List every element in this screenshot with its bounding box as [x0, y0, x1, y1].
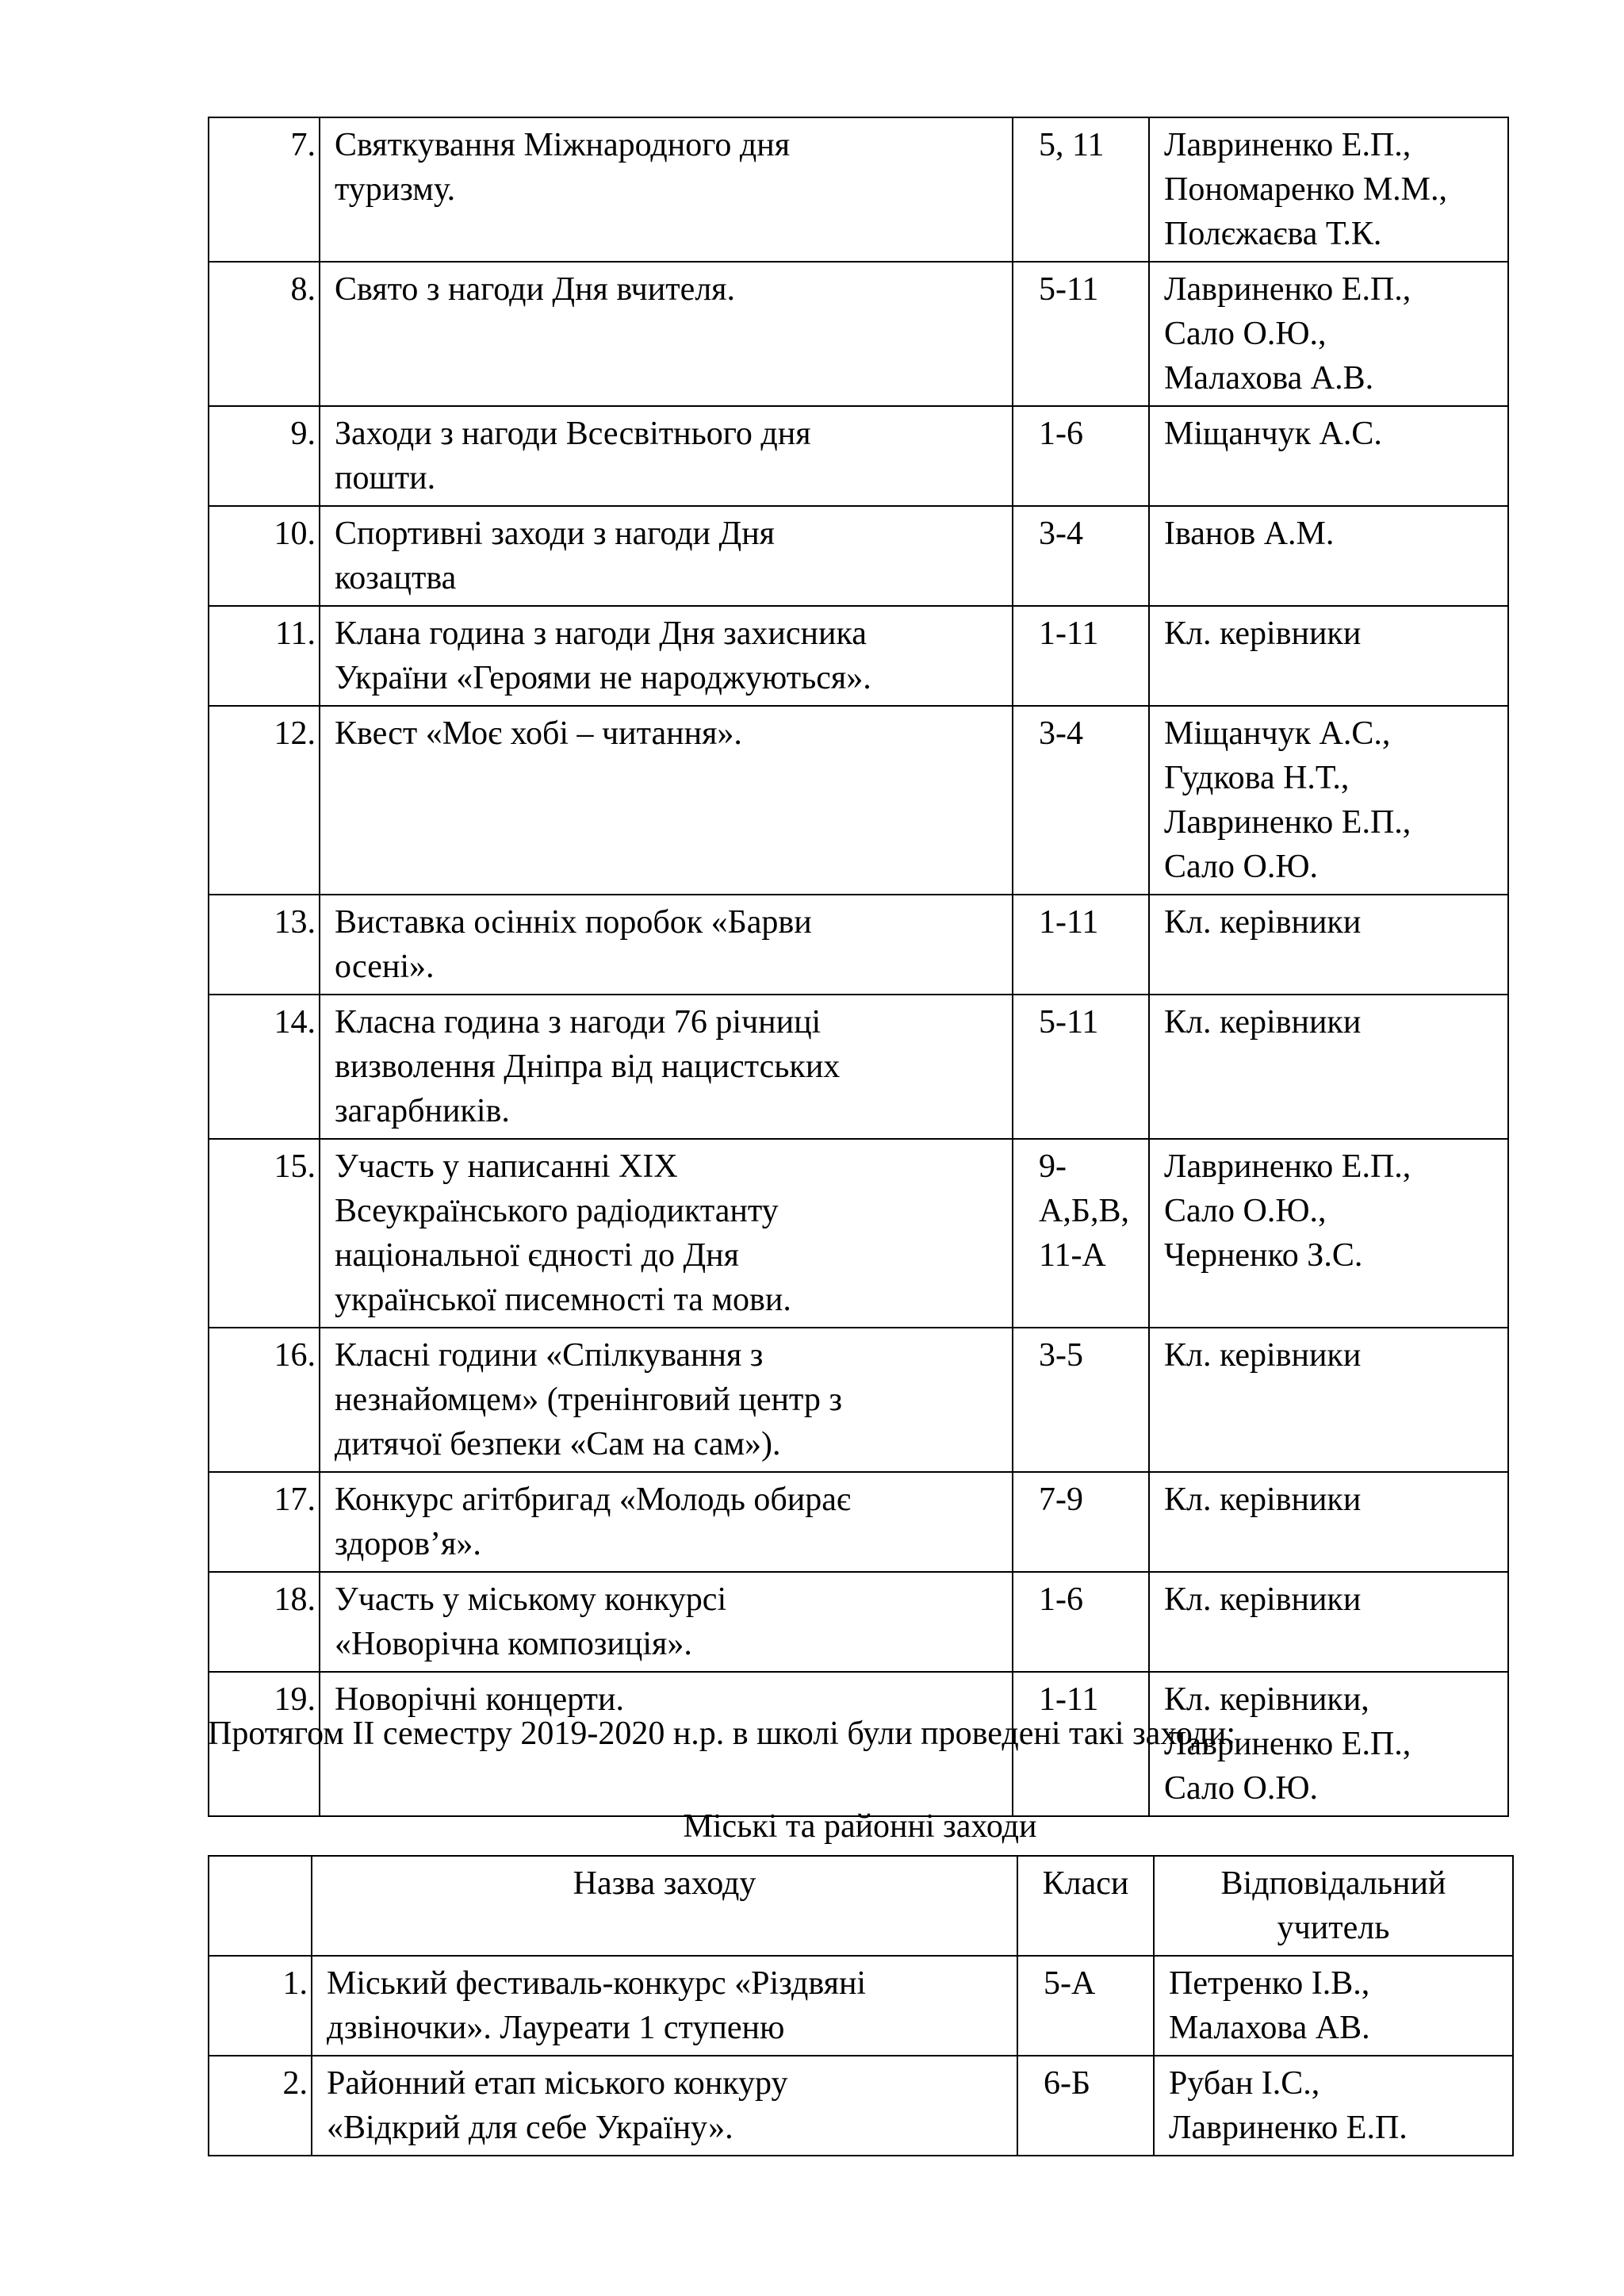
event-name-cell-line: козацтва — [335, 560, 457, 596]
table-row — [209, 117, 1508, 262]
classes-cell — [1013, 506, 1149, 606]
responsible-cell-line: Сало О.Ю., — [1164, 316, 1327, 352]
row-number: 16. — [209, 1328, 320, 1472]
event-name-cell — [320, 262, 1013, 406]
responsible-cell-line: Міщанчук А.С., — [1164, 715, 1391, 752]
classes-cell-line: 1-11 — [1039, 904, 1099, 941]
responsible-cell-line: Малахова А.В. — [1164, 360, 1374, 397]
responsible-cell-line: Кл. керівники — [1164, 904, 1362, 941]
table-row — [209, 2056, 1513, 2156]
responsible-cell-line: Лавриненко Е.П., — [1164, 271, 1411, 308]
event-name-cell-line: української писемності та мови. — [335, 1282, 791, 1318]
responsible-cell — [1149, 706, 1508, 895]
responsible-cell — [1149, 1328, 1508, 1472]
classes-cell — [1013, 262, 1149, 406]
responsible-cell — [1154, 1956, 1513, 2056]
event-name-cell-line: Конкурс агітбригад «Молодь обирає — [335, 1481, 851, 1518]
classes-cell — [1013, 117, 1149, 262]
classes-cell — [1013, 606, 1149, 706]
event-name-cell-line: Клана година з нагоди Дня захисника — [335, 615, 867, 652]
event-name-cell — [320, 895, 1013, 995]
event-name-cell-line: Святкування Міжнародного дня — [335, 127, 791, 163]
row-number: 19. — [209, 1672, 320, 1816]
classes-cell — [1013, 706, 1149, 895]
responsible-cell — [1149, 895, 1508, 995]
classes-cell-line: 5-11 — [1039, 1004, 1099, 1041]
row-number: 1. — [209, 1956, 312, 2056]
event-name-cell — [320, 506, 1013, 606]
table-row — [209, 895, 1508, 995]
classes-cell-line: 6-Б — [1044, 2065, 1091, 2102]
classes-cell-line: 5, 11 — [1039, 127, 1105, 163]
table-row — [209, 606, 1508, 706]
classes-cell-line: 1-11 — [1039, 615, 1099, 652]
responsible-cell-line: Лавриненко Е.П., — [1164, 804, 1411, 841]
event-name-cell-line: Свято з нагоди Дня вчителя. — [335, 271, 735, 308]
city-district-events-table — [208, 1855, 1514, 2156]
responsible-cell — [1149, 1472, 1508, 1572]
event-name-cell-line: визволення Дніпра від нацистських — [335, 1048, 841, 1085]
responsible-cell — [1154, 2056, 1513, 2156]
row-number: 13. — [209, 895, 320, 995]
classes-cell — [1013, 995, 1149, 1139]
row-number: 11. — [209, 606, 320, 706]
event-name-cell-line: України «Героями не народжуються». — [335, 660, 871, 696]
responsible-cell-line: Міщанчук А.С. — [1164, 416, 1382, 452]
event-name-cell-line: здоров’я». — [335, 1526, 481, 1562]
responsible-cell-line: Лавриненко Е.П., — [1164, 127, 1411, 163]
responsible-cell-line: Сало О.Ю. — [1164, 1770, 1318, 1807]
responsible-cell — [1149, 1572, 1508, 1672]
classes-cell-line: 7-9 — [1039, 1481, 1083, 1518]
responsible-cell — [1149, 406, 1508, 506]
event-name-cell-line: Районний етап міського конкуру — [327, 2065, 788, 2102]
row-number: 17. — [209, 1472, 320, 1572]
table-row — [209, 406, 1508, 506]
table-row — [209, 995, 1508, 1139]
event-name-cell — [312, 1956, 1017, 2056]
city-district-events-caption: Міські та районні заходи — [683, 1808, 1037, 1845]
classes-cell — [1017, 1956, 1154, 2056]
event-name-cell-line: національної єдності до Дня — [335, 1237, 739, 1274]
classes-cell-line: 1-6 — [1039, 416, 1083, 452]
event-name-cell — [320, 1572, 1013, 1672]
event-name-cell-line: «Новорічна композиція». — [335, 1626, 692, 1662]
responsible-cell-line: Пономаренко М.М., — [1164, 171, 1448, 208]
event-name-cell-line: Участь у написанні XIX — [335, 1148, 678, 1185]
event-name-cell-line: Виставка осінніх поробок «Барви — [335, 904, 812, 941]
responsible-cell — [1149, 1139, 1508, 1328]
row-number: 7. — [209, 117, 320, 262]
responsible-cell-line: Лавриненко Е.П., — [1164, 1148, 1411, 1185]
row-number: 14. — [209, 995, 320, 1139]
responsible-cell-line: Рубан І.С., — [1169, 2065, 1320, 2102]
responsible-cell-line: Кл. керівники — [1164, 1337, 1362, 1374]
responsible-cell-line: Лавриненко Е.П. — [1169, 2110, 1408, 2146]
event-name-cell-line: «Відкрий для себе Україну». — [327, 2110, 733, 2146]
event-name-cell — [320, 606, 1013, 706]
classes-cell-line: 1-6 — [1039, 1581, 1083, 1618]
classes-cell-line: 5-11 — [1039, 271, 1099, 308]
event-name-cell-line: Новорічні концерти. — [335, 1681, 624, 1718]
classes-cell-line: А,Б,В, — [1039, 1193, 1129, 1229]
classes-cell — [1013, 406, 1149, 506]
city-district-events-body — [209, 1956, 1513, 2156]
row-number: 15. — [209, 1139, 320, 1328]
event-name-cell — [320, 117, 1013, 262]
event-name-cell — [320, 706, 1013, 895]
classes-cell — [1013, 1572, 1149, 1672]
event-name-cell-line: Класні години «Спілкування з — [335, 1337, 764, 1374]
event-name-cell-line: пошти. — [335, 460, 436, 496]
responsible-cell-line: Черненко З.С. — [1164, 1237, 1363, 1274]
table-row — [209, 506, 1508, 606]
event-name-cell — [320, 1139, 1013, 1328]
responsible-cell-line: Гудкова Н.Т., — [1164, 760, 1350, 796]
event-name-cell-line: Всеукраїнського радіодиктанту — [335, 1193, 779, 1229]
event-name-cell — [312, 2056, 1017, 2156]
table-row — [209, 262, 1508, 406]
semester-2-intro-paragraph: Протягом ІІ семестру 2019-2020 н.р. в школі були проведені такі заходи: — [208, 1715, 1236, 1752]
table-row — [209, 1572, 1508, 1672]
table-header-row — [209, 1856, 1513, 1956]
row-number: 12. — [209, 706, 320, 895]
table-row — [209, 1956, 1513, 2056]
event-name-cell — [320, 1328, 1013, 1472]
event-name-cell — [320, 1472, 1013, 1572]
responsible-cell — [1149, 262, 1508, 406]
table-row — [209, 1472, 1508, 1572]
row-number: 10. — [209, 506, 320, 606]
event-name-cell — [320, 995, 1013, 1139]
header-responsible — [1154, 1856, 1513, 1956]
classes-cell — [1013, 1472, 1149, 1572]
event-name-cell-line: дитячої безпеки «Сам на сам»). — [335, 1426, 781, 1462]
responsible-cell-line: Кл. керівники, — [1164, 1681, 1369, 1718]
responsible-cell — [1149, 506, 1508, 606]
classes-cell-line: 5-А — [1044, 1965, 1096, 2002]
header-responsible-line: учитель — [1277, 1910, 1390, 1946]
event-name-cell-line: Спортивні заходи з нагоди Дня — [335, 516, 775, 552]
responsible-cell-line: Лавриненко Е.П., — [1164, 1726, 1411, 1762]
event-name-cell-line: осені». — [335, 949, 435, 985]
row-number: 18. — [209, 1572, 320, 1672]
responsible-cell-line: Малахова АВ. — [1169, 2010, 1370, 2046]
row-number: 9. — [209, 406, 320, 506]
event-name-cell-line: Заходи з нагоди Всесвітнього дня — [335, 416, 811, 452]
classes-cell-line: 9- — [1039, 1148, 1067, 1185]
row-number: 2. — [209, 2056, 312, 2156]
table-row — [209, 706, 1508, 895]
classes-cell — [1013, 1139, 1149, 1328]
responsible-cell-line: Іванов А.М. — [1164, 516, 1335, 552]
responsible-cell — [1149, 995, 1508, 1139]
event-name-cell-line: загарбників. — [335, 1093, 510, 1129]
responsible-cell-line: Кл. керівники — [1164, 1004, 1362, 1041]
classes-cell — [1013, 895, 1149, 995]
event-name-cell-line: Міський фестиваль-конкурс «Різдвяні — [327, 1965, 867, 2002]
classes-cell-line: 3-4 — [1039, 516, 1083, 552]
classes-cell — [1017, 2056, 1154, 2156]
event-name-cell-line: Квест «Моє хобі – читання». — [335, 715, 742, 752]
responsible-cell-line: Петренко І.В., — [1169, 1965, 1370, 2002]
event-name-cell-line: дзвіночки». Лауреати 1 ступеню — [327, 2010, 785, 2046]
classes-cell — [1013, 1328, 1149, 1472]
responsible-cell-line: Сало О.Ю., — [1164, 1193, 1327, 1229]
event-name-cell-line: Участь у міському конкурсі — [335, 1581, 727, 1618]
classes-cell-line: 3-5 — [1039, 1337, 1083, 1374]
responsible-cell-line: Кл. керівники — [1164, 1581, 1362, 1618]
header-classes: Класи — [1017, 1856, 1154, 1956]
event-name-cell-line: туризму. — [335, 171, 456, 208]
responsible-cell-line: Кл. керівники — [1164, 615, 1362, 652]
event-name-cell — [320, 406, 1013, 506]
events-table-semester-1 — [208, 117, 1509, 1817]
event-name-cell-line: Класна година з нагоди 76 річниці — [335, 1004, 822, 1041]
responsible-cell-line: Кл. керівники — [1164, 1481, 1362, 1518]
table-row — [209, 1328, 1508, 1472]
responsible-cell — [1149, 117, 1508, 262]
header-responsible-line: Відповідальний — [1220, 1865, 1446, 1902]
classes-cell-line: 1-11 — [1039, 1681, 1099, 1718]
events-table-body — [209, 117, 1508, 1816]
header-number — [209, 1856, 312, 1956]
responsible-cell-line: Полєжаєва Т.К. — [1164, 216, 1382, 252]
responsible-cell-line: Сало О.Ю. — [1164, 849, 1318, 885]
responsible-cell — [1149, 606, 1508, 706]
row-number: 8. — [209, 262, 320, 406]
header-event-name: Назва заходу — [312, 1856, 1017, 1956]
event-name-cell-line: незнайомцем» (тренінговий центр з — [335, 1382, 842, 1418]
table-row — [209, 1139, 1508, 1328]
classes-cell-line: 3-4 — [1039, 715, 1083, 752]
classes-cell-line: 11-А — [1039, 1237, 1106, 1274]
